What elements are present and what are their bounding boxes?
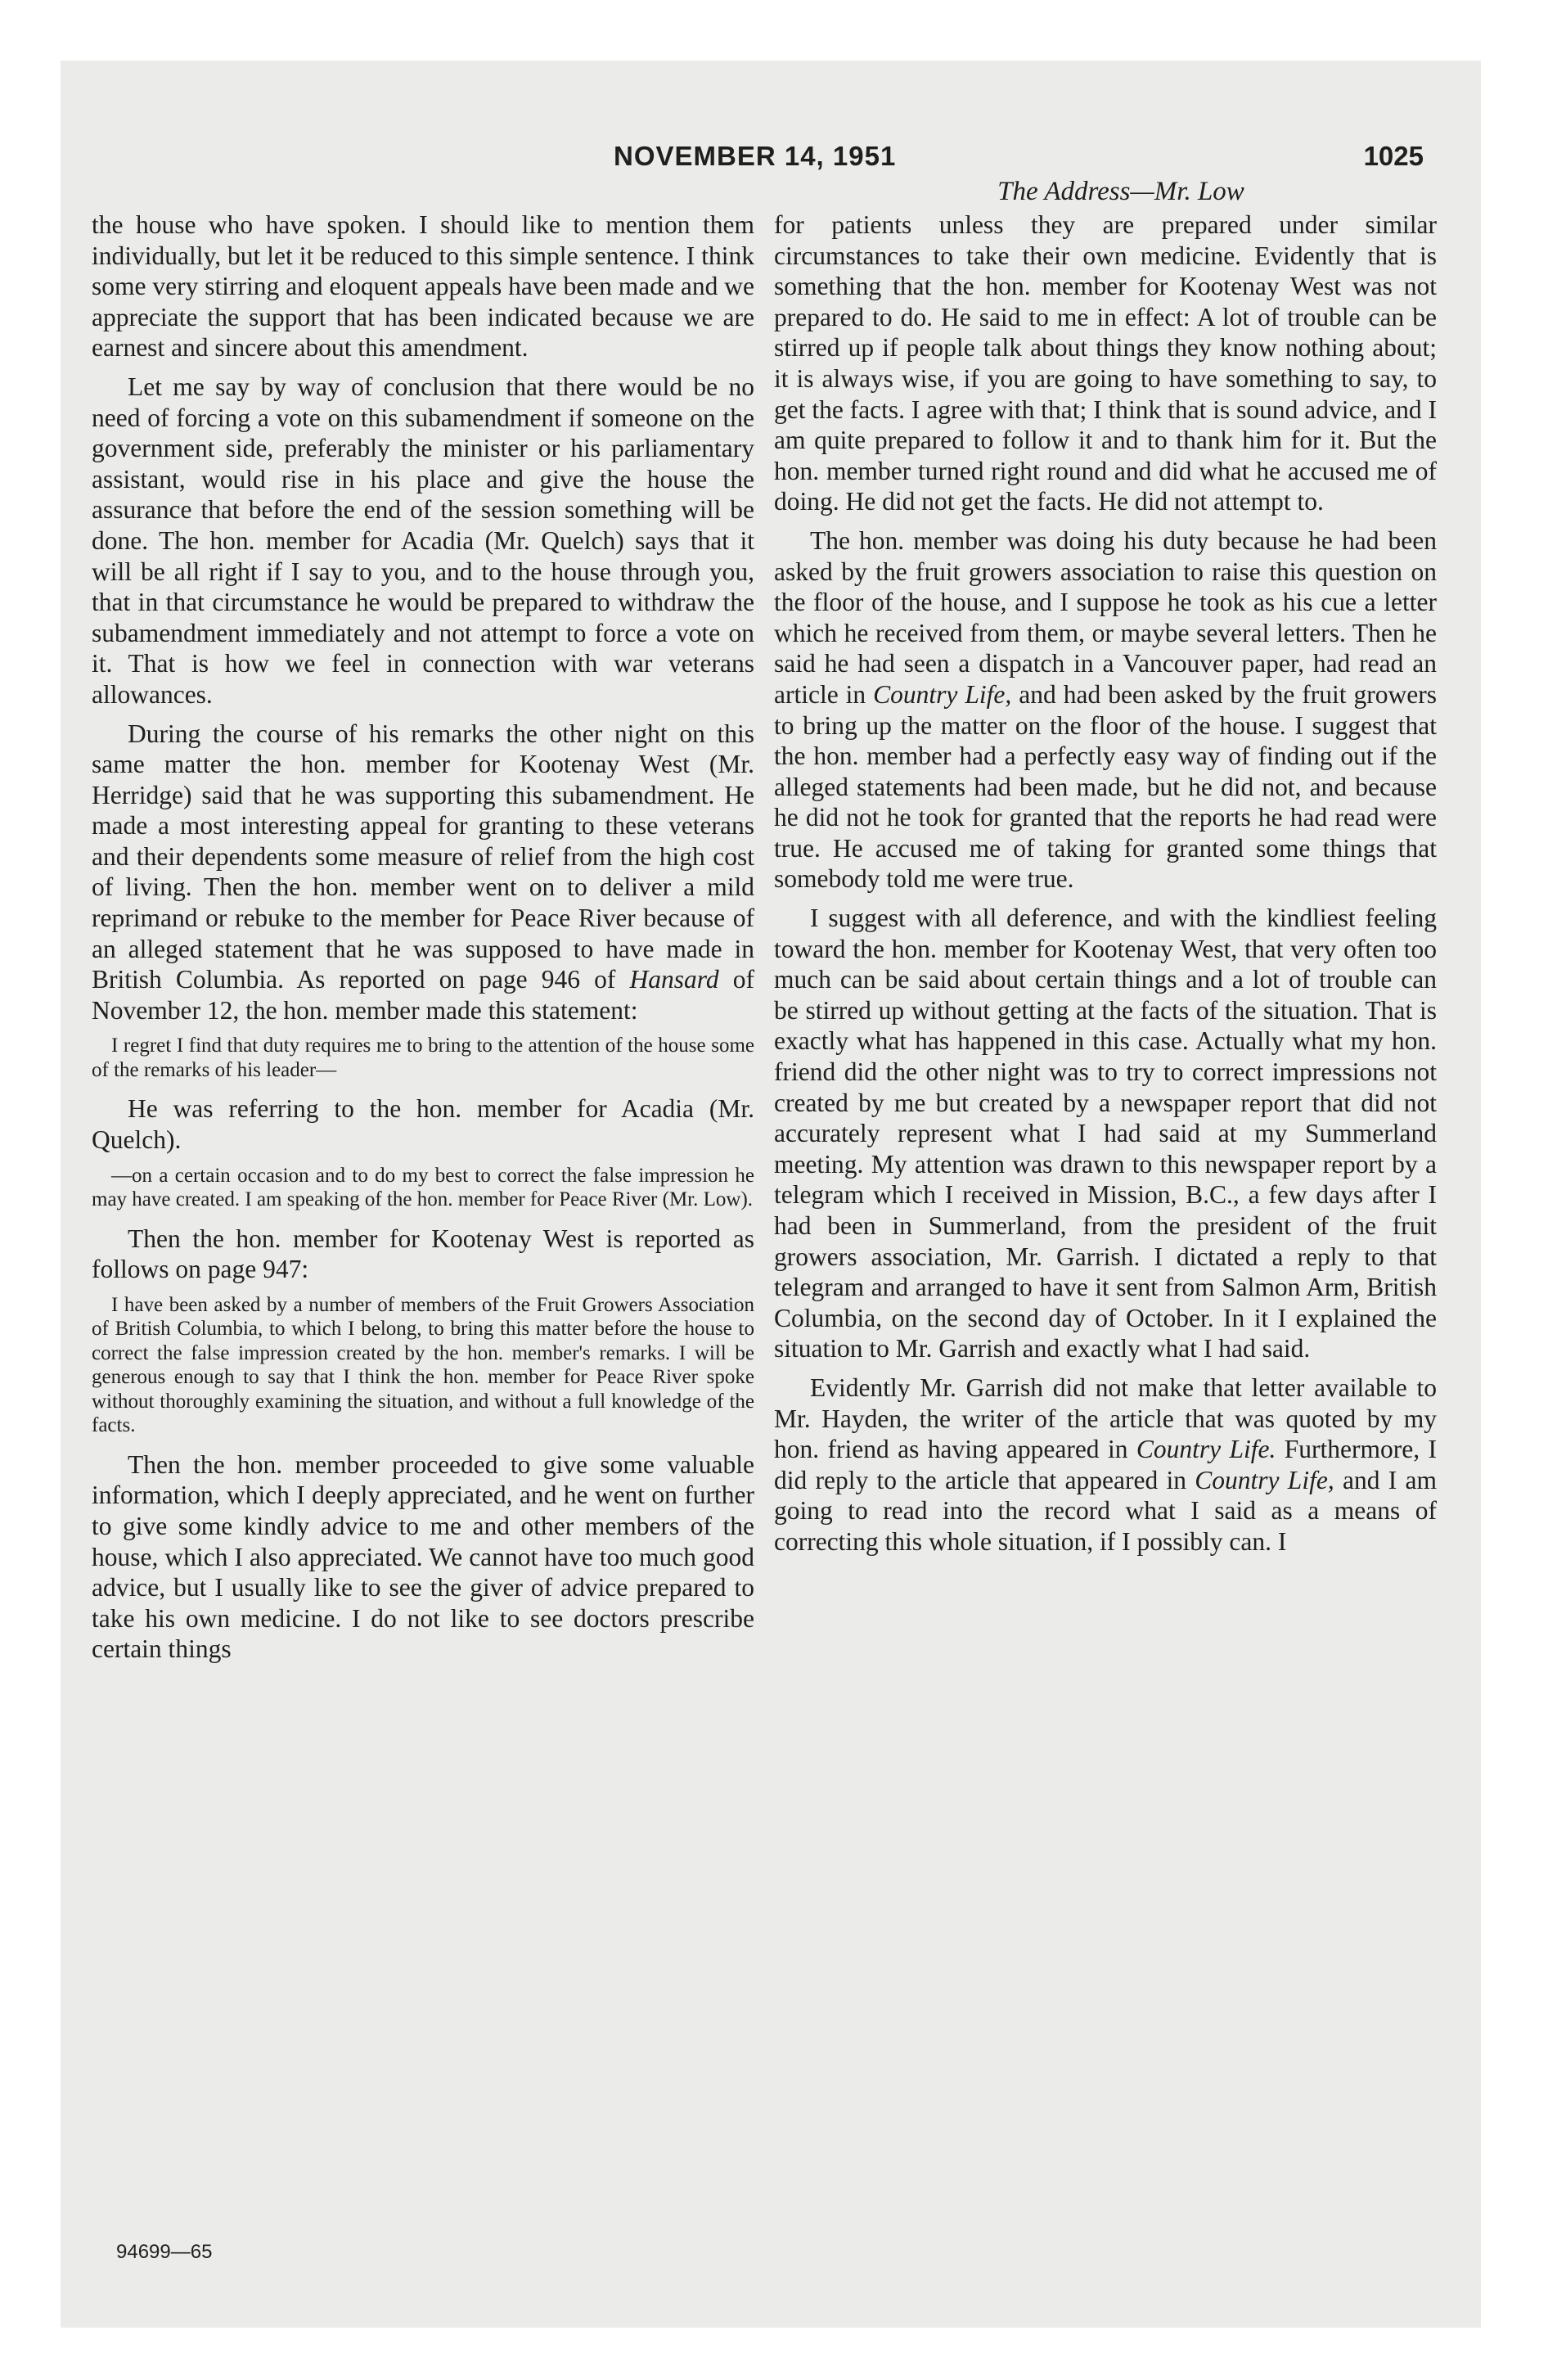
left-paragraph-3: [92, 719, 754, 1026]
left-paragraph-5: Then the hon. member for Kootenay West is reported as follows on page 947:: [92, 1224, 754, 1284]
running-title: The Address—Mr. Low: [997, 177, 1244, 206]
country-life-title-3: Country Life,: [1195, 1465, 1334, 1494]
right-p4-text-a: Evidently Mr. Garrish did not make that letter available to Mr. Hayden, the writer of the article that was quoted by my hon. friend as having appeared in: [774, 1373, 1437, 1464]
left-p3-text-b: of November 12, the hon. member made this statement:: [92, 965, 754, 1025]
page-header: [491, 141, 1424, 177]
footer-code: 94699—65: [116, 2241, 213, 2263]
left-paragraph-4: He was referring to the hon. member for Acadia (Mr. Quelch).: [92, 1094, 754, 1155]
hansard-title: Hansard: [629, 965, 719, 994]
right-column: [774, 210, 1437, 1566]
left-p3-text-a: During the course of his remarks the other night on this same matter the hon. member for Kootenay West (Mr. Herridge) said that he was supporting this subamendment. He made a most interesting appeal for granting to these veterans and their dependents some measure of relief from the high cost of living. Then the hon. member went on to deliver a mild reprimand or rebuke to the member for Peace River because of an alleged statement that he was supposed to have made in British Columbia. As reported on page 946 of: [92, 719, 754, 994]
quote-3: I have been asked by a number of members of the Fruit Growers Association of British Columbia, to which I belong, to bring this matter before the house to correct the false impression created by the hon. member's remarks. I will be generous enough to say that I think the hon. member for Peace River spoke without thoroughly examining the situation, and without a full knowledge of the facts.: [92, 1293, 754, 1437]
page-number: 1025: [1363, 141, 1424, 171]
left-paragraph-1: the house who have spoken. I should like to mention them individually, but let it be reduced to this simple sentence. I think some very stirring and eloquent appeals have been made and we appreciate the support that has been indicated because we are earnest and sincere about this amendment.: [92, 210, 754, 363]
right-p4-text-c: and I am going to read into the record what I said as a means of correcting this whole situation, if I possibly can. I: [774, 1465, 1437, 1556]
quote-2: —on a certain occasion and to do my best to correct the false impression he may have created. I am speaking of the hon. member for Peace River (Mr. Low).: [92, 1164, 754, 1211]
right-paragraph-1: for patients unless they are prepared under similar circumstances to take their own medicine. Evidently that is something that the hon. member for Kootenay West was not prepared to do. He said to me in effect: A lot of trouble can be stirred up if people talk about things they know nothing about; it is always wise, if you are going to have something to say, to get the facts. I agree with that; I think that is sound advice, and I am quite prepared to follow it and to thank him for it. But the hon. member turned right round and did what he accused me of doing. He did not get the facts. He did not attempt to.: [774, 210, 1438, 516]
country-life-title: Country Life,: [873, 679, 1012, 709]
header-date: NOVEMBER 14, 1951: [614, 141, 897, 171]
right-paragraph-2: [774, 525, 1437, 895]
right-p4-text-b: Furthermore, I did reply to the article that appeared in: [774, 1435, 1437, 1494]
left-column: [92, 210, 754, 1673]
right-p2-text-a: The hon. member was doing his duty because he had been asked by the fruit growers association to raise this question on the floor of the house, and I suppose he took as his cue a letter which he received from them, or maybe several letters. Then he said he had seen a dispatch in a Vancouver paper, had read an article in: [774, 525, 1437, 709]
right-p2-text-b: and had been asked by the fruit growers to bring up the matter on the floor of the house. I suggest that the hon. member had a perfectly easy way of finding out if the alleged statements had been made, but he did not, and because he did not he took for granted that the reports he had read were true. He accused me of taking for granted some things that somebody told me were true.: [774, 679, 1437, 894]
right-paragraph-4: [774, 1373, 1437, 1557]
quote-1: I regret I find that duty requires me to bring to the attention of the house some of the remarks of his leader—: [92, 1034, 754, 1081]
left-paragraph-2: Let me say by way of conclusion that there would be no need of forcing a vote on this subamendment if someone on the government side, preferably the minister or his parliamentary assistant, would rise in his place and give the house the assurance that before the end of the session something will be done. The hon. member for Acadia (Mr. Quelch) says that it will be all right if I say to you, and to the house through you, that in that circumstance he would be prepared to withdraw the subamendment immediately and not attempt to force a vote on it. That is how we feel in connection with war veterans allowances.: [92, 372, 754, 709]
right-paragraph-3: I suggest with all deference, and with the kindliest feeling toward the hon. member for Kootenay West, that very often too much can be said about certain things and a lot of trouble can be stirred up without getting at the facts of the situation. That is exactly what has happened in this case. Actually what my hon. friend did the other night was to try to correct impressions not created by me but created by a newspaper report that did not accurately represent what I had said at my Summerland meeting. My attention was drawn to this newspaper report by a telegram which I received in Mission, B.C., a few days after I had been in Summerland, from the president of the fruit growers association, Mr. Garrish. I dictated a reply to that telegram and arranged to have it sent from Salmon Arm, British Columbia, on the second day of October. In it I explained the situation to Mr. Garrish and exactly what I had said.: [774, 904, 1437, 1364]
left-paragraph-6: Then the hon. member proceeded to give some valuable information, which I deeply appreciated, and he went on further to give some kindly advice to me and other members of the house, which I also appreciated. We cannot have too much good advice, but I usually like to see the giver of advice prepared to take his own medicine. I do not like to see doctors prescribe certain things: [92, 1449, 754, 1664]
country-life-title-2: Country Life.: [1136, 1435, 1276, 1464]
